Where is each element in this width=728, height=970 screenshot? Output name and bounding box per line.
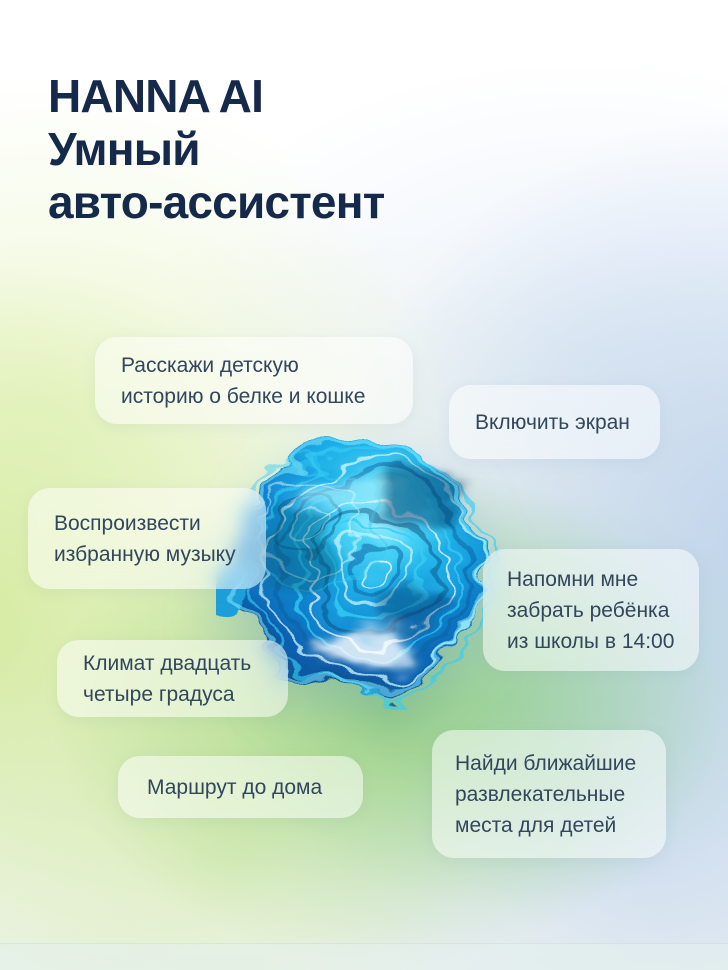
voice-command-bubble-route-home (118, 756, 363, 818)
voice-command-bubble-find-places (432, 730, 666, 858)
bubble-text-line: места для детей (455, 813, 617, 837)
bubble-text-line: четыре градуса (83, 682, 235, 706)
bubble-text-line: развлекательные (455, 782, 626, 806)
voice-command-bubble-climate (57, 640, 288, 717)
voice-command-bubble-screen-on (449, 385, 660, 459)
bubble-text-line: Включить экран (475, 410, 630, 434)
subtitle-line-2: авто-ассистент (48, 176, 385, 228)
brand-title: HANNA AI (48, 70, 264, 122)
subtitle-line-1: Умный (48, 123, 200, 175)
bubble-text-line: Напомни мне (507, 567, 639, 591)
bubble-text-line: Расскажи детскую (121, 353, 299, 377)
bubble-text-line: Климат двадцать (83, 651, 252, 675)
voice-command-bubble-play-music (28, 488, 266, 589)
bottom-edge-strip (0, 943, 728, 970)
voice-command-bubble-reminder (483, 549, 699, 671)
bubble-text-line: Маршрут до дома (147, 775, 323, 799)
bubble-text-line: из школы в 14:00 (507, 629, 675, 653)
bubble-text-line: историю о белке и кошке (121, 384, 366, 408)
bubble-text-line: избранную музыку (54, 542, 236, 566)
bubble-text-line: Воспроизвести (54, 511, 201, 535)
bubble-text-line: Найди ближайшие (455, 751, 637, 775)
page-title (48, 70, 384, 229)
bubble-text-line: забрать ребёнка (507, 598, 670, 622)
voice-command-bubble-tell-story (95, 337, 413, 424)
